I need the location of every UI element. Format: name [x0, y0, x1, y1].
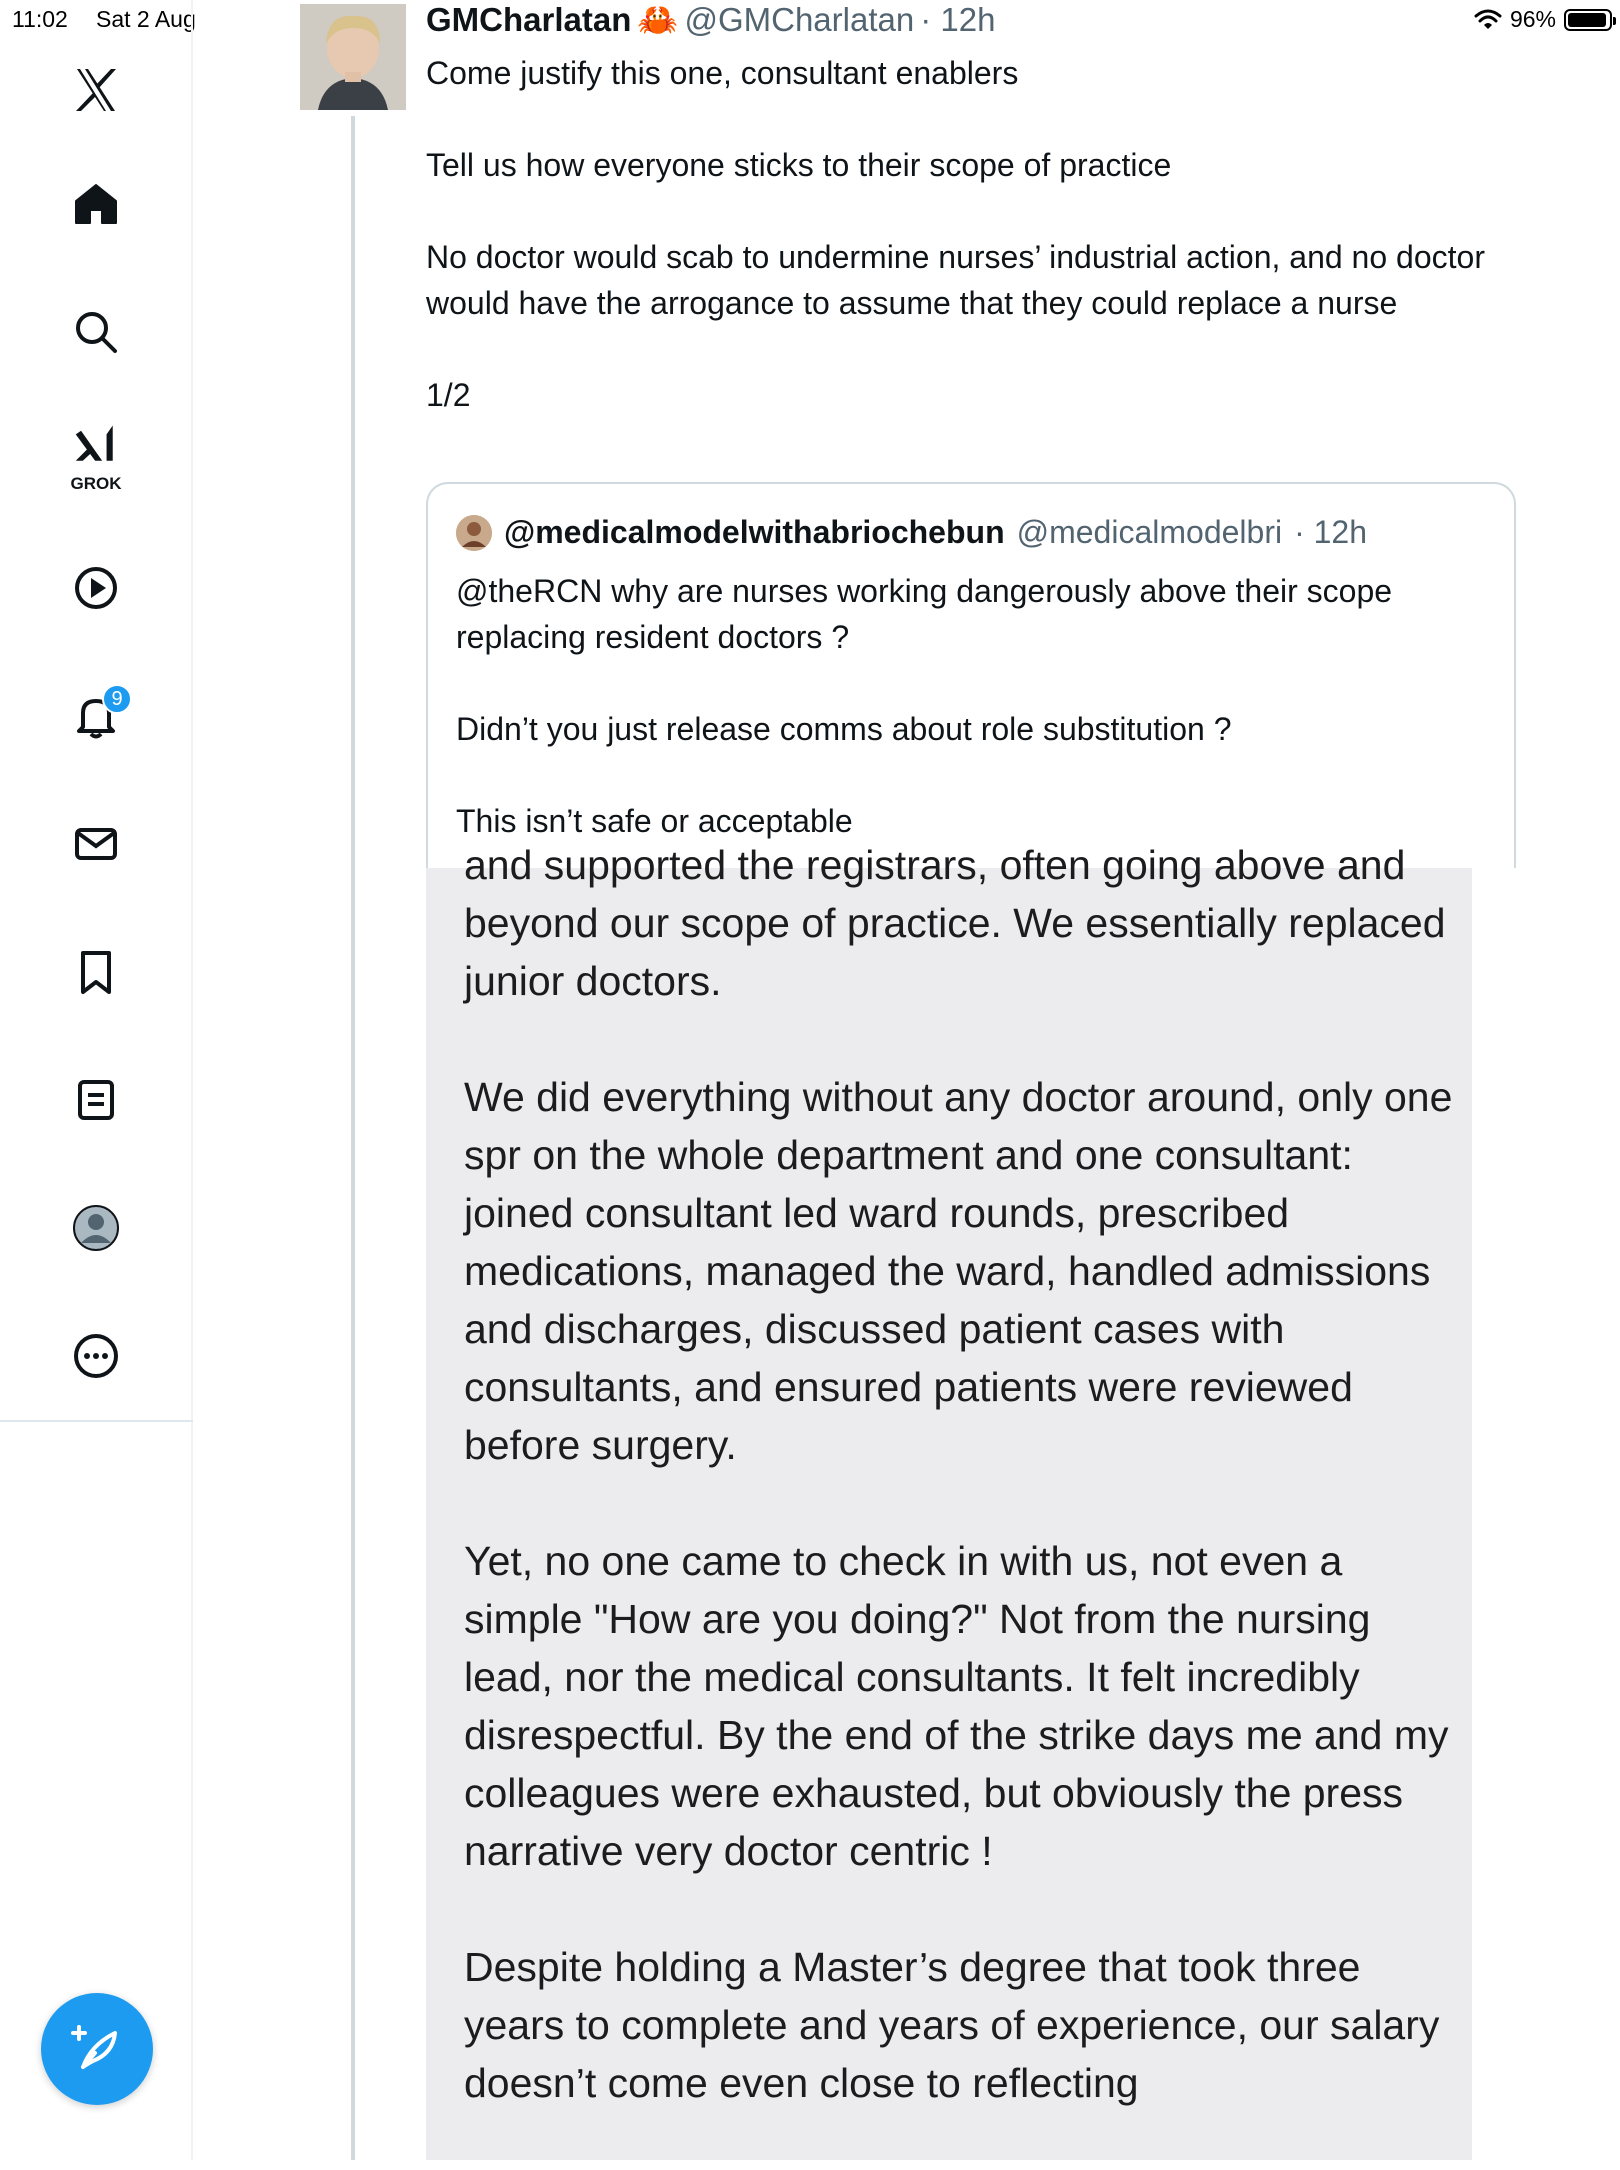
sidebar-divider [0, 1420, 193, 1422]
search-icon[interactable] [60, 296, 132, 368]
quote-paragraph: This isn’t safe or acceptable [456, 803, 853, 839]
quote-author-name[interactable]: @medicalmodelwithabriochebun [504, 514, 1005, 550]
tweet-timestamp[interactable]: · 12h [920, 1, 996, 38]
quote-author-avatar[interactable] [456, 515, 492, 551]
battery-level [1568, 13, 1606, 27]
tweet-author-handle[interactable]: @GMCharlatan [684, 1, 915, 38]
image-paragraph: Yet, no one came to check in with us, not even a simple "How are you doing?" Not from the nursing lead, nor the medical consultants. It felt incredibly disrespectful. By the end of the strike days me and my colleagues were exhausted, but obviously the press narrative very doctor centric ! [464, 1538, 1449, 1874]
lists-icon[interactable] [60, 1064, 132, 1136]
quote-paragraph: @theRCN why are nurses working dangerously above their scope replacing resident doctors ? [456, 573, 1393, 655]
home-icon[interactable] [60, 168, 132, 240]
image-paragraph: Despite holding a Master’s degree that took three years to complete and years of experience, our salary doesn’t come even close to reflecting [464, 1944, 1440, 2106]
tweet-author-name[interactable]: GMCharlatan [426, 1, 632, 38]
tweet-text [426, 50, 1506, 418]
grok-icon[interactable] [60, 418, 132, 493]
author-avatar[interactable] [300, 4, 406, 110]
x-logo-icon[interactable] [60, 54, 132, 126]
profile-icon[interactable] [60, 1192, 132, 1264]
tweet-thread-count: 1/2 [426, 377, 471, 413]
video-icon[interactable] [60, 552, 132, 624]
quote-timestamp[interactable]: · 12h [1294, 514, 1368, 550]
quote-header [456, 514, 1367, 551]
tweet-header [426, 0, 995, 40]
compose-post-button[interactable] [41, 1993, 153, 2105]
tweet-author-emoji: 🦀 [637, 0, 679, 38]
bookmarks-icon[interactable] [60, 936, 132, 1008]
quote-author-handle[interactable]: @medicalmodelbri [1016, 514, 1283, 550]
image-paragraph: We did everything without any doctor around, only one spr on the whole department and one consultant: joined consultant led ward rounds, prescribed medications, managed the ward, handled admissions and discharges, discussed patient cases with consultants, and ensured patients were reviewed before surgery. [464, 1074, 1453, 1468]
more-icon[interactable] [60, 1320, 132, 1392]
quoted-tweet[interactable] [426, 482, 1516, 868]
quote-text [456, 568, 1496, 844]
tweet-paragraph: Come justify this one, consultant enablers [426, 55, 1019, 91]
battery-icon [1564, 9, 1612, 31]
status-date: Sat 2 Aug [96, 6, 196, 32]
battery-percent: 96% [1509, 6, 1556, 32]
sidebar [0, 0, 193, 2160]
tweet-paragraph: Tell us how everyone sticks to their scope of practice [426, 147, 1172, 183]
status-time: 11:02 [12, 6, 68, 32]
grok-label: GROK [70, 474, 122, 493]
quote-paragraph: Didn’t you just release comms about role substitution ? [456, 711, 1232, 747]
tweet-paragraph: No doctor would scab to undermine nurses’ industrial action, and no doctor would have the arrogance to assume that they could replace a nurse [426, 239, 1485, 321]
messages-icon[interactable] [60, 808, 132, 880]
wifi-icon [1474, 9, 1502, 31]
notifications-icon[interactable] [60, 680, 132, 752]
image-paragraph: and supported the registrars, often going above and beyond our scope of practice. We essentially replaced junior doctors. [464, 842, 1446, 1004]
compose-feather-icon [69, 2021, 125, 2077]
status-indicators [1474, 6, 1612, 33]
attached-image-text [464, 836, 1454, 2170]
thread-line [351, 116, 355, 2160]
attached-image[interactable] [426, 842, 1472, 2160]
notification-badge: 9 [102, 684, 132, 714]
